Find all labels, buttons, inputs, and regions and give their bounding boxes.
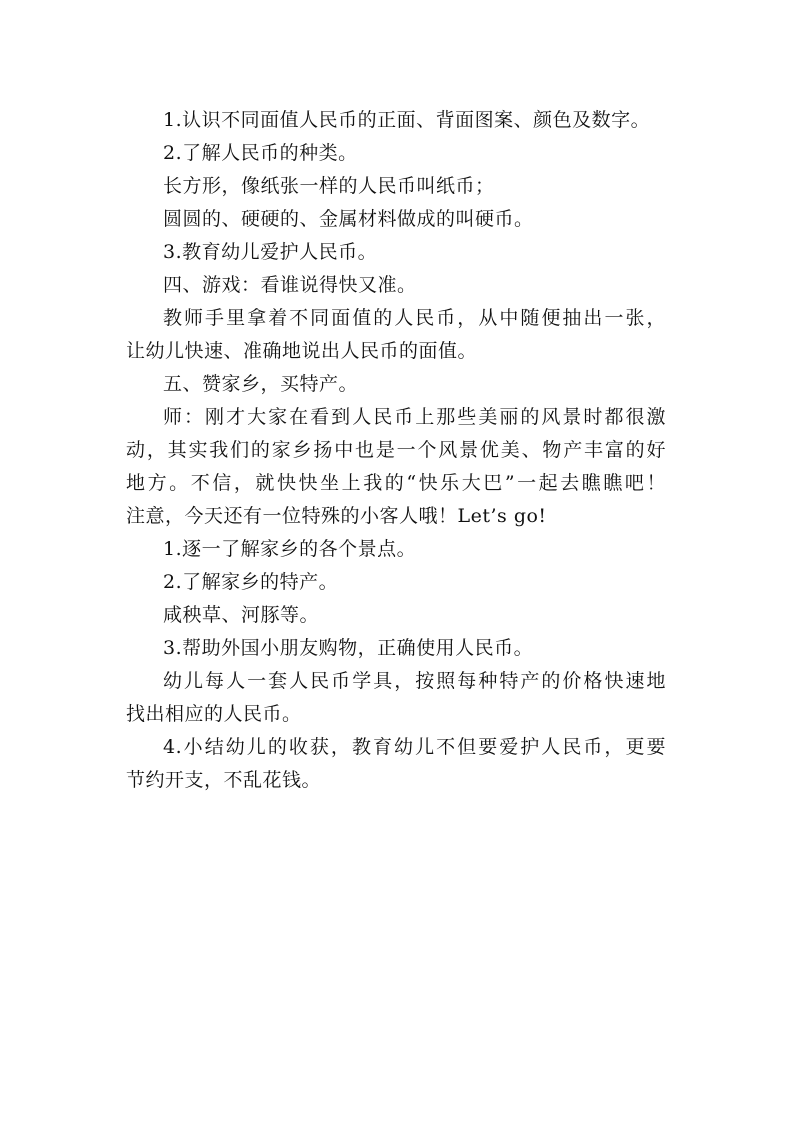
section-heading-hometown: 五、赞家乡，买特产。 xyxy=(163,373,359,395)
text-line: 1.逐一了解家乡的各个景点。 xyxy=(163,538,417,560)
text-line: 长方形，像纸张一样的人民币叫纸币； xyxy=(163,175,495,197)
section-heading-game: 四、游戏：看谁说得快又准。 xyxy=(163,274,417,296)
text-line: 1.认识不同面值人民币的正面、背面图案、颜色及数字。 xyxy=(163,109,651,131)
text-line: 教师手里拿着不同面值的人民币，从中随便抽出一张， xyxy=(163,307,666,329)
text-line: 咸秧草、河豚等。 xyxy=(163,604,320,626)
text-line: 节约开支，不乱花钱。 xyxy=(126,769,322,791)
text-line: 找出相应的人民币。 xyxy=(126,703,302,725)
text-line: 动，其实我们的家乡扬中也是一个风景优美、物产丰富的好 xyxy=(126,439,666,461)
text-line: 3.帮助外国小朋友购物，正确使用人民币。 xyxy=(163,637,534,659)
text-line: 2.了解人民币的种类。 xyxy=(163,142,358,164)
text-line: 3.教育幼儿爱护人民币。 xyxy=(163,241,378,263)
text-line: 师：刚才大家在看到人民币上那些美丽的风景时都很激 xyxy=(163,406,666,428)
text-line: 让幼儿快速、准确地说出人民币的面值。 xyxy=(126,340,478,362)
text-line: 圆圆的、硬硬的、金属材料做成的叫硬币。 xyxy=(163,208,534,230)
text-line: 地方。不信，就快快坐上我的“快乐大巴”一起去瞧瞧吧！ xyxy=(126,472,666,494)
text-line: 注意，今天还有一位特殊的小客人哦！Let’s go! xyxy=(126,505,547,527)
text-line: 4.小结幼儿的收获，教育幼儿不但要爱护人民币，更要 xyxy=(163,736,666,758)
text-line: 幼儿每人一套人民币学具，按照每种特产的价格快速地 xyxy=(163,670,666,692)
document-body xyxy=(126,104,703,797)
text-line: 2.了解家乡的特产。 xyxy=(163,571,339,593)
